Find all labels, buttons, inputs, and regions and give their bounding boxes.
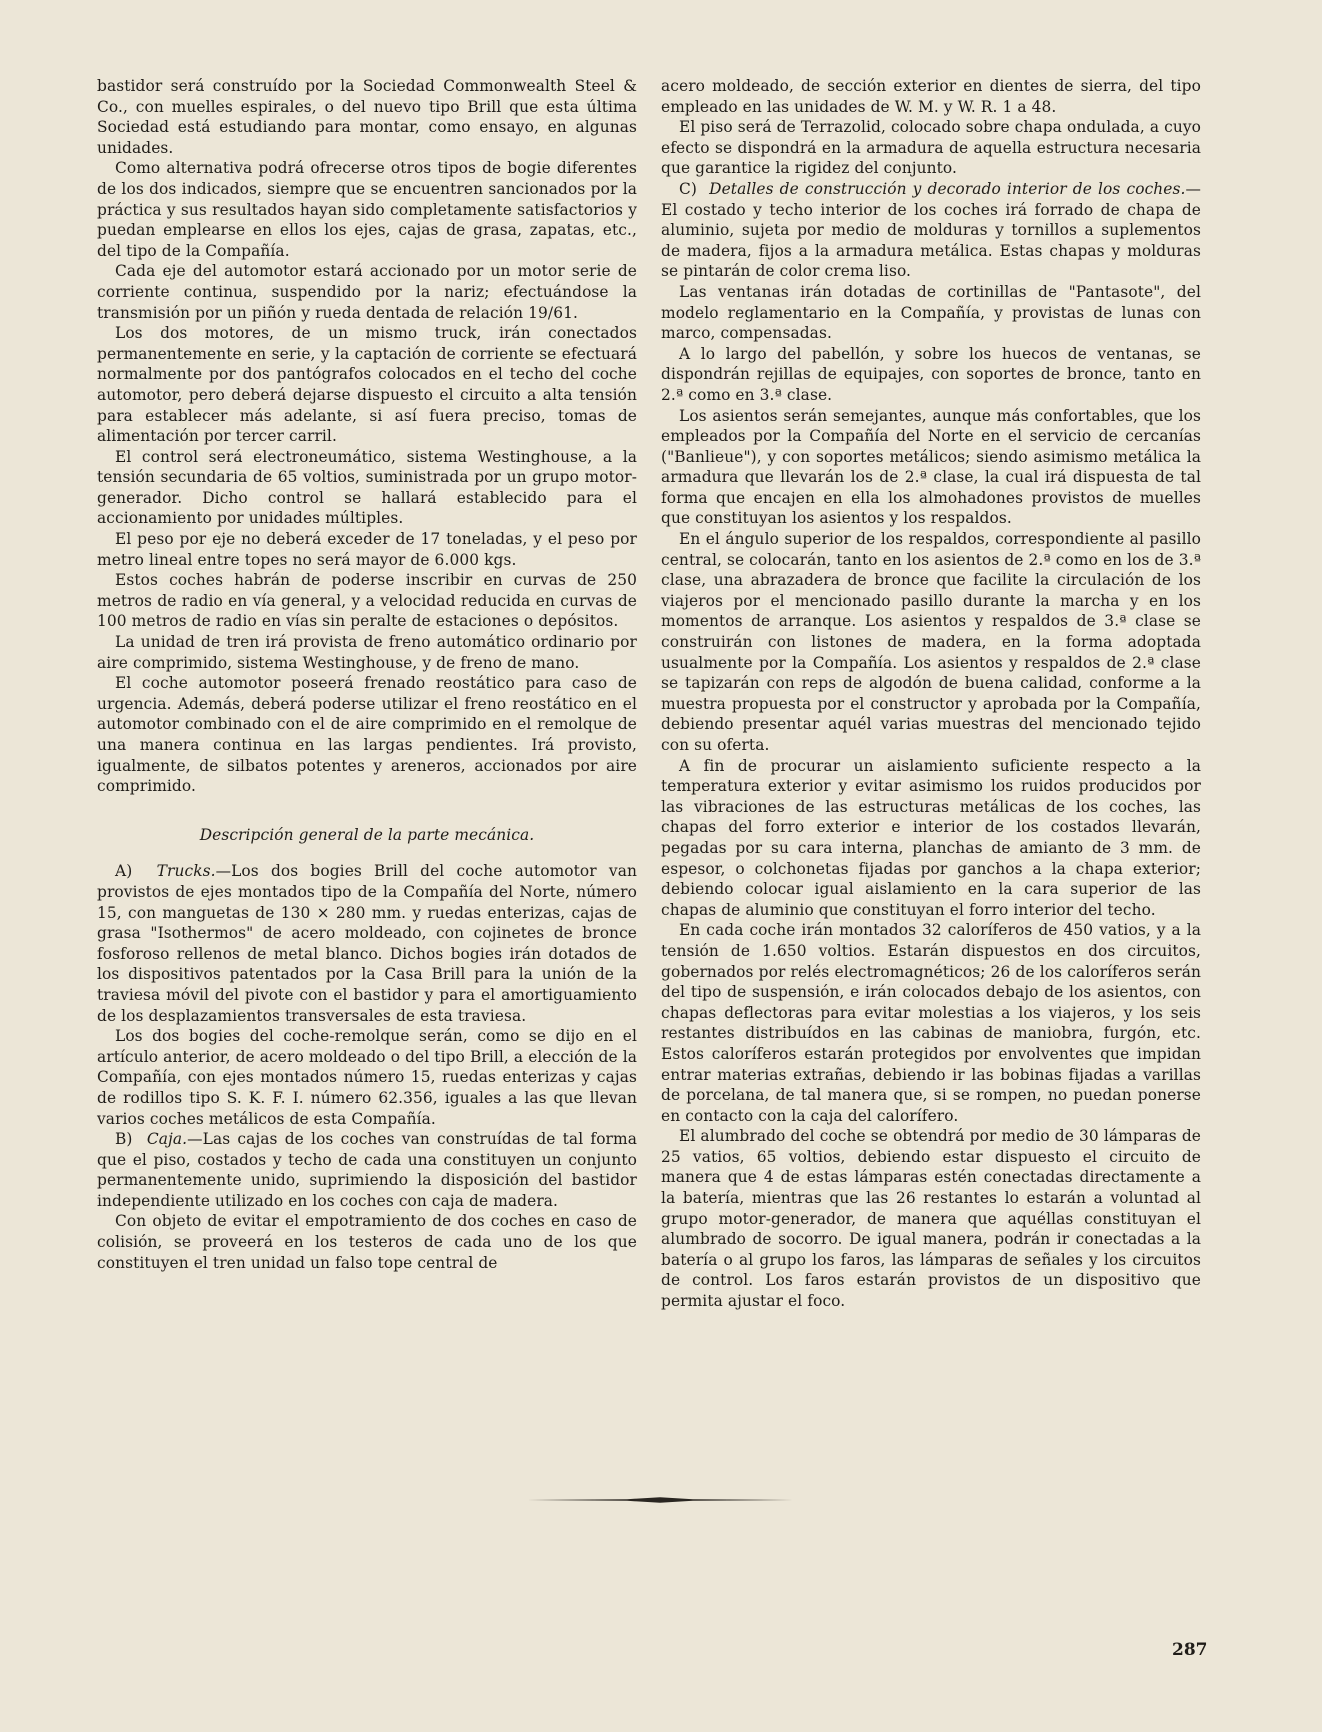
paragraph: El coche automotor poseerá frenado reostático para caso de urgencia. Además, deberá poderse utilizar el freno reostático en el automotor combinado con el de aire comprimido en el remolque de una manera continua en las largas pendientes. Irá provisto, igualmente, de silbatos potentes y areneros, accionados por aire comprimido. — [97, 674, 637, 796]
paragraph: El piso será de Terrazolid, colocado sobre chapa ondulada, a cuyo efecto se dispondrá en la armadura de aquella estructura necesaria que garantice la rigidez del conjunto. — [661, 118, 1201, 178]
paragraph: El peso por eje no deberá exceder de 17 toneladas, y el peso por metro lineal entre topes no será mayor de 6.000 kgs. — [97, 530, 637, 569]
right-column — [661, 76, 1201, 1312]
left-column — [97, 76, 637, 1273]
paragraph: A lo largo del pabellón, y sobre los huecos de ventanas, se dispondrán rejillas de equipajes, con soportes de bronce, tanto en 2.ª como en 3.ª clase. — [661, 344, 1201, 404]
section-heading: Descripción general de la parte mecánica. — [199, 825, 535, 844]
paragraph: El alumbrado del coche se obtendrá por medio de 30 lámparas de 25 vatios, 65 voltios, debiendo estar dispuesto el circuito de manera que 4 de estas lámparas estén conectadas directamente a la batería, mientras que las 26 restantes lo estarán a voluntad al grupo motor-generador, de manera que aquéllas constituyan el alumbrado de socorro. De igual manera, podrán ir conectadas a la batería o al grupo los faros, las lámparas de señales y los circuitos de control. Los faros estarán provistos de un dispositivo que permita ajustar el foco. — [661, 1127, 1201, 1311]
paragraph: Cada eje del automotor estará accionado por un motor serie de corriente continua, suspendido por la nariz; efectuándose la transmisión por un piñón y rueda dentada de relación 19/61. — [97, 262, 637, 322]
paragraph: En el ángulo superior de los respaldos, correspondiente al pasillo central, se colocarán, tanto en los asientos de 2.ª como en los de 3.ª clase, una abrazadera de bronce que facilite la circulación de los viajeros por el mencionado pasillo durante la marcha y en los momentos de arranque. Los asientos y respaldos de 3.ª clase se construirán con listones de madera, en la forma adoptada usualmente por la Compañía. Los asientos y respaldos de 2.ª clase se tapizarán con reps de algodón de buena calidad, conforme a la muestra propuesta por el constructor y aprobada por la Compañía, debiendo presentar aquél varias muestras del mencionado tejido con su oferta. — [661, 530, 1201, 754]
paragraph: bastidor será construído por la Sociedad Commonwealth Steel & Co., con muelles espirales, o del nuevo tipo Brill que esta última Sociedad está estudiando para montar, como ensayo, en algunas unidades. — [97, 77, 637, 157]
paragraph: Las ventanas irán dotadas de cortinillas de "Pantasote", del modelo reglamentario en la Compañía, y provistas de lunas con marco, compensadas. — [661, 282, 1201, 343]
paragraph-caja — [97, 1129, 637, 1211]
paragraph: A fin de procurar un aislamiento suficiente respecto a la temperatura exterior y evitar asimismo los ruidos producidos por las vibraciones de las estructuras metálicas de los coches, las chapas del forro exterior e interior de los costados llevarán, pegadas por su cara interna, planchas de amianto de 3 mm. de espesor, o colchonetas fijadas por ganchos a la chapa exterior; debiendo colocar igual aislamiento en la cara superior de las chapas de aluminio que constituyan el forro interior del techo. — [661, 756, 1201, 919]
section-end-ornament — [527, 1496, 793, 1504]
paragraph-trucks — [97, 861, 637, 1026]
paragraph: acero moldeado, de sección exterior en dientes de sierra, del tipo empleado en las unidades de W. M. y W. R. 1 a 48. — [661, 77, 1201, 116]
paragraph: Los dos bogies del coche-remolque serán, como se dijo en el artículo anterior, de acero moldeado o del tipo Brill, a elección de la Compañía, con ejes montados número 15, ruedas enterizas y cajas de rodillos tipo S. K. F. I. número 62.356, iguales a las que llevan varios coches metálicos de esta Compañía. — [97, 1027, 637, 1128]
item-prefix: A) — [115, 862, 133, 881]
item-prefix: C) — [679, 179, 697, 198]
paragraph: Como alternativa podrá ofrecerse otros tipos de bogie diferentes de los dos indicados, siempre que se encuentren sancionados por la práctica y sus resultados hayan sido completamente satisfactorios y puedan emplearse en ellos los ejes, cajas de grasa, zapatas, etc., del tipo de la Compañía. — [97, 159, 637, 260]
item-title: Caja. — [146, 1130, 188, 1149]
paragraph-detalles — [661, 179, 1201, 282]
item-prefix: B) — [115, 1130, 133, 1149]
page-number: 287 — [1172, 1640, 1208, 1660]
paragraph: Estos coches habrán de poderse inscribir en curvas de 250 metros de radio en vía general, y a velocidad reducida en curvas de 100 metros de radio en vías sin peralte de estaciones o depósitos. — [97, 571, 637, 631]
paragraph: En cada coche irán montados 32 caloríferos de 450 vatios, y a la tensión de 1.650 voltios. Estarán dispuestos en dos circuitos, gobernados por relés electromagnéticos; 26 de los caloríferos serán del tipo de suspensión, e irán colocados debajo de los asientos, con chapas deflectoras para evitar molestias a los viajeros, y los seis restantes distribuídos en las cabinas de maniobra, furgón, etc. Estos caloríferos estarán protegidos por envolventes que impidan entrar materias extrañas, debiendo ir las bobinas fijadas a varillas de porcelana, de tal manera que, si se rompen, no puedan ponerse en contacto con la caja del calorífero. — [661, 921, 1201, 1125]
item-title: Trucks. — [156, 862, 216, 881]
paragraph: La unidad de tren irá provista de freno automático ordinario por aire comprimido, sistema Westinghouse, y de freno de mano. — [97, 633, 637, 672]
paragraph: Los dos motores, de un mismo truck, irán conectados permanentemente en serie, y la captación de corriente se efectuará normalmente por dos pantógrafos colocados en el techo del coche automotor, pero deberá dejarse dispuesto el circuito a alta tensión para establecer más adelante, si así fuera preciso, tomas de alimentación por tercer carril. — [97, 324, 637, 446]
paragraph: Con objeto de evitar el empotramiento de dos coches en caso de colisión, se proveerá en los testeros de cada uno de los que constituyen el tren unidad un falso tope central de — [97, 1212, 637, 1272]
item-text: —Las cajas de los coches van construídas de tal forma que el piso, costados y techo de cada una constituyen un conjunto permanentemente unido, suprimiendo la disposición del bastidor independiente utilizado en los coches con caja de madera. — [97, 1130, 637, 1210]
item-text: —El costado y techo interior de los coches irá forrado de chapa de aluminio, sujeta por medio de molduras y tornillos a suplementos de madera, fijos a la armadura metálica. Estas chapas y molduras se pintarán de color crema liso. — [661, 179, 1201, 281]
paragraph: Los asientos serán semejantes, aunque más confortables, que los empleados por la Compañía del Norte en el servicio de cercanías ("Banlieue"), y con soportes metálicos; siendo asimismo metálica la armadura que llevarán los de 2.ª clase, la cual irá dispuesta de tal forma que encajen en ella los almohadones provistos de muelles que constituyan los asientos y los respaldos. — [661, 406, 1201, 528]
item-title: Detalles de construcción y decorado interior de los coches. — [709, 179, 1186, 198]
item-text: —Los dos bogies Brill del coche automotor van provistos de ejes montados tipo de la Compañía del Norte, número 15, con manguetas de 130 × 280 mm. y ruedas enterizas, cajas de grasa "Isothermos" de acero moldeado, con cojinetes de bronce fosforoso rellenos de metal blanco. Dichos bogies irán dotados de los dispositivos patentados por la Casa Brill para la unión de la traviesa móvil del pivote con el bastidor y para el amortiguamiento de los desplazamientos transversales de esta traviesa. — [97, 862, 637, 1025]
paragraph: El control será electroneumático, sistema Westinghouse, a la tensión secundaria de 65 voltios, suministrada por un grupo motor-generador. Dicho control se hallará establecido para el accionamiento por unidades múltiples. — [97, 447, 637, 528]
